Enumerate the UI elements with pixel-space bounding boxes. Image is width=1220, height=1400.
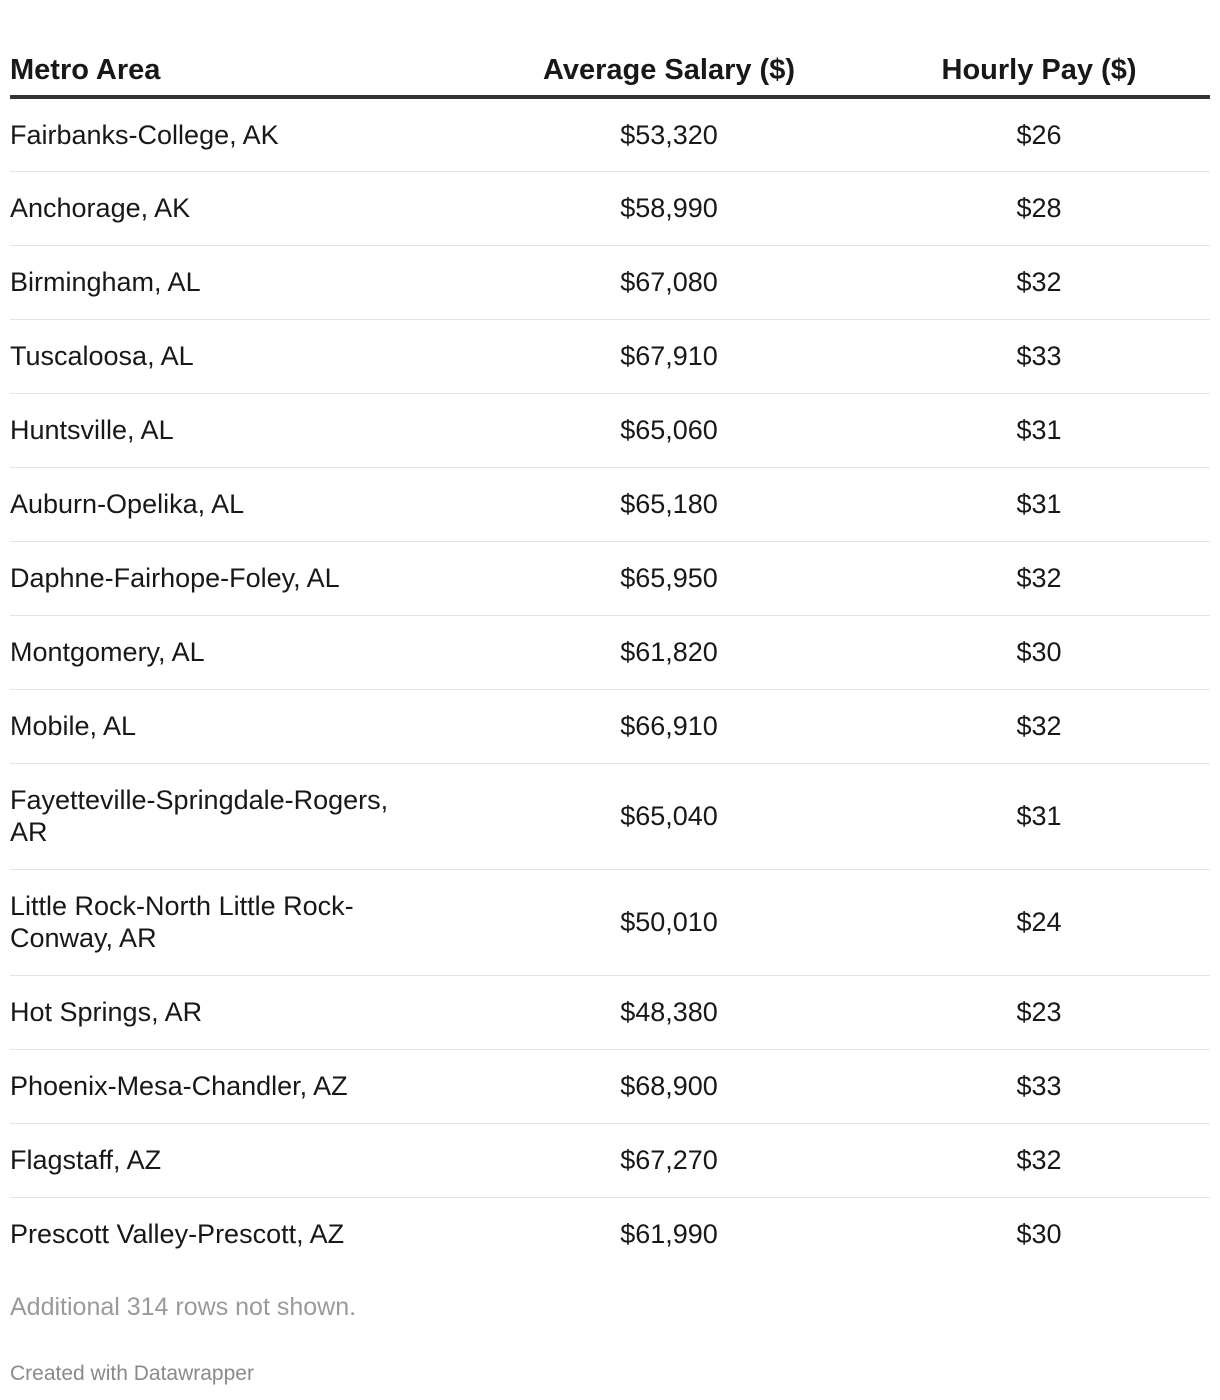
hourly-cell: $31 (868, 763, 1210, 869)
table-row (10, 541, 1210, 615)
salary-cell: $58,990 (470, 171, 868, 245)
table-row (10, 869, 1210, 975)
table-row (10, 467, 1210, 541)
table-row (10, 319, 1210, 393)
hourly-cell: $26 (868, 97, 1210, 171)
hourly-cell: $32 (868, 245, 1210, 319)
table-row (10, 97, 1210, 171)
metro-cell: Tuscaloosa, AL (10, 319, 470, 393)
salary-cell: $61,990 (620, 1219, 718, 1250)
table-row (10, 1049, 1210, 1123)
hourly-cell: $33 (868, 1049, 1210, 1123)
salary-cell: $67,910 (470, 319, 868, 393)
hourly-cell: $31 (868, 393, 1210, 467)
hourly-cell: $24 (868, 869, 1210, 975)
salary-cell: $67,270 (470, 1123, 868, 1197)
metro-cell: Auburn-Opelika, AL (10, 467, 470, 541)
column-header-average-salary[interactable]: Average Salary ($) (470, 30, 868, 97)
salary-cell: $65,180 (470, 467, 868, 541)
datawrapper-credit: Created with Datawrapper (10, 1362, 254, 1385)
metro-cell: Phoenix-Mesa-Chandler, AZ (10, 1049, 470, 1123)
hourly-cell: $32 (868, 689, 1210, 763)
column-header-hourly-pay[interactable]: Hourly Pay ($) (868, 30, 1210, 97)
table-notes: Additional 314 rows not shown. (10, 1293, 357, 1321)
table-header (10, 30, 1210, 97)
salary-cell: $68,900 (470, 1049, 868, 1123)
metro-cell: Montgomery, AL (10, 615, 470, 689)
hourly-cell: $32 (868, 1123, 1210, 1197)
column-header-metro-area[interactable]: Metro Area (10, 30, 470, 97)
salary-cell: $48,380 (470, 975, 868, 1049)
salary-cell: $53,320 (470, 97, 868, 171)
metro-cell: Prescott Valley-Prescott, AZ (10, 1219, 345, 1250)
metro-cell: Anchorage, AK (10, 171, 470, 245)
data-table (10, 30, 1210, 1271)
salary-cell: $61,820 (470, 615, 868, 689)
header-row (10, 30, 1210, 97)
table-row (10, 1123, 1210, 1197)
table-row (10, 1197, 1210, 1271)
table-row (10, 689, 1210, 763)
salary-cell: $67,080 (470, 245, 868, 319)
metro-cell: Fayetteville-Springdale-Rogers, AR (10, 763, 470, 869)
metro-cell: Mobile, AL (10, 689, 470, 763)
table-row (10, 245, 1210, 319)
metro-cell: Flagstaff, AZ (10, 1123, 470, 1197)
metro-cell: Birmingham, AL (10, 245, 470, 319)
salary-cell: $50,010 (470, 869, 868, 975)
hourly-cell: $28 (868, 171, 1210, 245)
salary-cell: $65,060 (470, 393, 868, 467)
metro-cell: Little Rock-North Little Rock-Conway, AR (10, 869, 470, 975)
hourly-cell: $33 (868, 319, 1210, 393)
table-row (10, 763, 1210, 869)
salary-cell: $65,040 (470, 763, 868, 869)
table-body (10, 97, 1210, 1271)
hourly-cell: $30 (1016, 1219, 1062, 1250)
salary-cell: $66,910 (470, 689, 868, 763)
metro-cell: Daphne-Fairhope-Foley, AL (10, 541, 470, 615)
hourly-cell: $31 (868, 467, 1210, 541)
salary-cell: $65,950 (470, 541, 868, 615)
table-row (10, 393, 1210, 467)
metro-cell: Fairbanks-College, AK (10, 97, 470, 171)
table-container (10, 0, 1210, 1386)
hourly-cell: $32 (868, 541, 1210, 615)
hourly-cell: $23 (868, 975, 1210, 1049)
table-row (10, 615, 1210, 689)
metro-cell: Huntsville, AL (10, 393, 470, 467)
metro-cell: Hot Springs, AR (10, 975, 470, 1049)
hourly-cell: $30 (868, 615, 1210, 689)
table-row (10, 975, 1210, 1049)
table-row (10, 171, 1210, 245)
